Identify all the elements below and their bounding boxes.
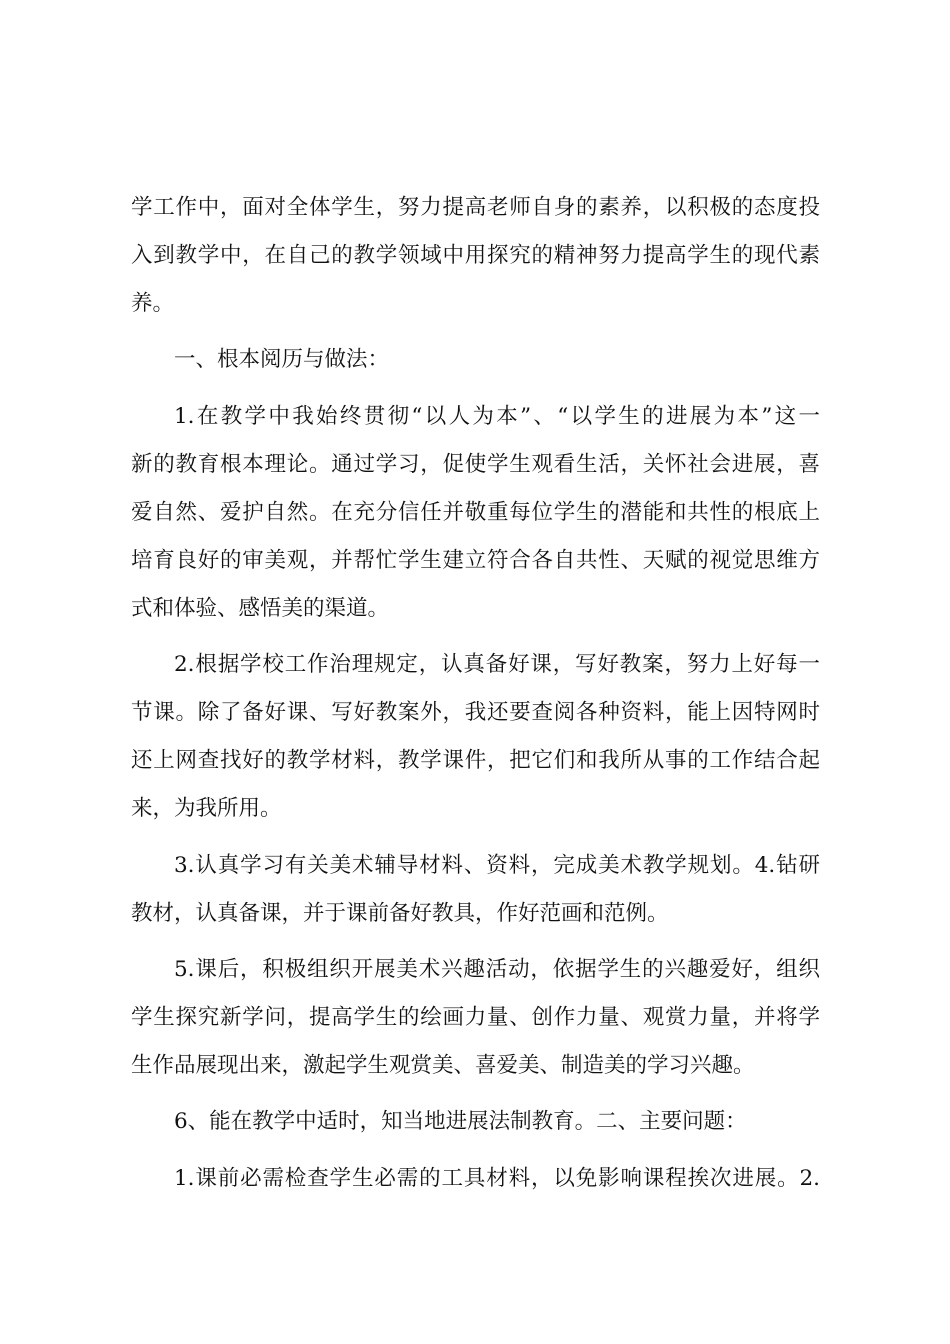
text-line-9-content: 式和体验、感悟美的渠道。 bbox=[131, 596, 390, 621]
text-line-7-content: 爱自然、爱护自然。在充分信任并敬重每位学生的潜能和共性的根底上 bbox=[131, 500, 820, 525]
text-line-14 bbox=[0, 851, 950, 881]
text-line-12-content: 还上网查找好的教学材料，教学课件，把它们和我所从事的工作结合起 bbox=[131, 748, 820, 773]
text-line-19-content: 6、能在教学中适时，知当地进展法制教育。二、主要问题： bbox=[174, 1109, 747, 1134]
text-line-15 bbox=[0, 899, 950, 929]
text-line-9 bbox=[0, 594, 950, 624]
text-line-6-content: 新的教育根本理论。通过学习，促使学生观看生活，关怀社会进展，喜 bbox=[131, 452, 820, 477]
text-line-3-content: 养。 bbox=[131, 291, 175, 316]
text-line-2 bbox=[0, 241, 950, 271]
text-line-3 bbox=[0, 289, 950, 319]
text-line-18-content: 生作品展现出来，激起学生观赏美、喜爱美、制造美的学习兴趣。 bbox=[131, 1053, 755, 1078]
text-line-6 bbox=[0, 450, 950, 480]
text-line-10-content: 2.根据学校工作治理规定，认真备好课，写好教案，努力上好每一 bbox=[174, 652, 820, 677]
text-line-10 bbox=[0, 650, 950, 680]
section-heading-1-content: 一、根本阅历与做法： bbox=[174, 347, 390, 372]
text-line-13-content: 来，为我所用。 bbox=[131, 796, 282, 821]
text-line-15-content: 教材，认真备课，并于课前备好教具，作好范画和范例。 bbox=[131, 901, 669, 926]
text-line-11-content: 节课。除了备好课、写好教案外，我还要查阅各种资料，能上因特网时 bbox=[131, 700, 820, 725]
section-heading-1 bbox=[0, 345, 950, 375]
text-line-18 bbox=[0, 1051, 950, 1081]
text-line-20-content: 1.课前必需检查学生必需的工具材料，以免影响课程挨次进展。2. bbox=[174, 1166, 820, 1191]
text-line-17 bbox=[0, 1003, 950, 1033]
text-line-8-content: 培育良好的审美观，并帮忙学生建立符合各自共性、天赋的视觉思维方 bbox=[131, 548, 820, 573]
text-line-7 bbox=[0, 498, 950, 528]
text-line-16 bbox=[0, 955, 950, 985]
text-line-12 bbox=[0, 746, 950, 776]
text-line-5 bbox=[0, 402, 950, 432]
text-line-19 bbox=[0, 1107, 950, 1137]
text-line-11 bbox=[0, 698, 950, 728]
text-line-16-content: 5.课后，积极组织开展美术兴趣活动，依据学生的兴趣爱好，组织 bbox=[174, 957, 820, 982]
text-line-8 bbox=[0, 546, 950, 576]
text-line-5-content: 1.在教学中我始终贯彻“以人为本”、“以学生的进展为本”这一 bbox=[174, 404, 820, 429]
text-line-2-content: 入到教学中，在自己的教学领域中用探究的精神努力提高学生的现代素 bbox=[131, 243, 820, 268]
text-line-1-content: 学工作中，面对全体学生，努力提高老师自身的素养，以积极的态度投 bbox=[131, 195, 820, 220]
text-line-20 bbox=[0, 1164, 950, 1194]
text-line-13 bbox=[0, 794, 950, 824]
text-line-14-content: 3.认真学习有关美术辅导材料、资料，完成美术教学规划。4.钻研 bbox=[174, 853, 820, 878]
text-line-17-content: 学生探究新学问，提高学生的绘画力量、创作力量、观赏力量，并将学 bbox=[131, 1005, 820, 1030]
text-line-1 bbox=[0, 193, 950, 223]
